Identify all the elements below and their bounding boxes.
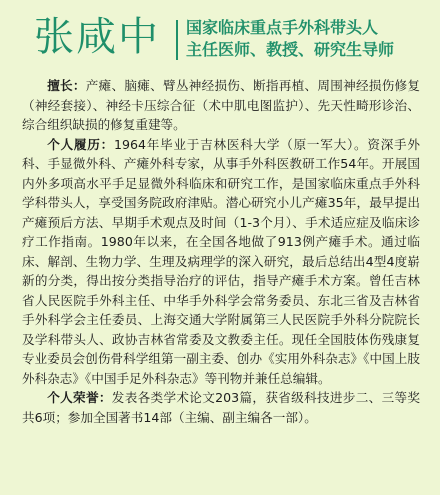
doctor-name: 张咸中: [34, 14, 160, 60]
honors-paragraph: [22, 388, 420, 427]
honors-text: 发表各类学术论文203篇，获省级科技进步二、三等奖共6项；参加全国著书14部（主编、副主编各一部）。: [22, 390, 420, 425]
specialty-paragraph: [22, 76, 420, 135]
honors-label: 个人荣誉：: [47, 390, 112, 405]
title-line-2: 主任医师、教授、研究生导师: [186, 40, 395, 59]
resume-label: 个人履历：: [47, 136, 114, 152]
profile-content: [22, 76, 420, 427]
resume-text: 1964年毕业于吉林医科大学（原一军大）。资深手外科、手显微外科、产瘫外科专家，从事手外科医教研工作54年。开展国内外多项高水平手足显微外科临床和研究工作，是国家临床重点手外科学科带头人，享受国务院政府津贴。潜心研究小儿产瘫35年，最早提出产瘫预后方法、早期手术观点及时间（1-3个月）、手术适应症及临床诊疗工作指南。1980年以来，在全国各地做了913例产瘫手术。通过临床、解剖、生物力学、生理及病理学的深入研究，最后总结出4型4度崭新的分类，得出按分类指导治疗的评估，指导产瘫手术方案。曾任吉林省人民医院手外科主任、中华手外科学会常务委员、东北三省及吉林省手外科学会主任委员、上海交通大学附属第三人民医院手外科分院院长及学科带头人、政协吉林省常委及文教委主任。现任全国肢体伤残康复专业委员会创伤骨科学组第一副主委、创办《实用外科杂志》《中国上肢外科杂志》《中国手足外科杂志》等刊物并兼任总编辑。: [22, 136, 420, 386]
resume-paragraph: [22, 135, 420, 389]
specialty-label: 擅长：: [47, 78, 86, 93]
doctor-header: [0, 0, 440, 72]
specialty-text: 产瘫、脑瘫、臂丛神经损伤、断指再植、周围神经损伤修复（神经套接）、神经卡压综合征（术中肌电图监护）、先天性畸形诊治、综合组织缺损的修复重建等。: [22, 78, 421, 132]
title-line-1: 国家临床重点手外科带头人: [186, 18, 379, 37]
header-divider: [176, 20, 178, 60]
doctor-titles: [186, 17, 436, 61]
